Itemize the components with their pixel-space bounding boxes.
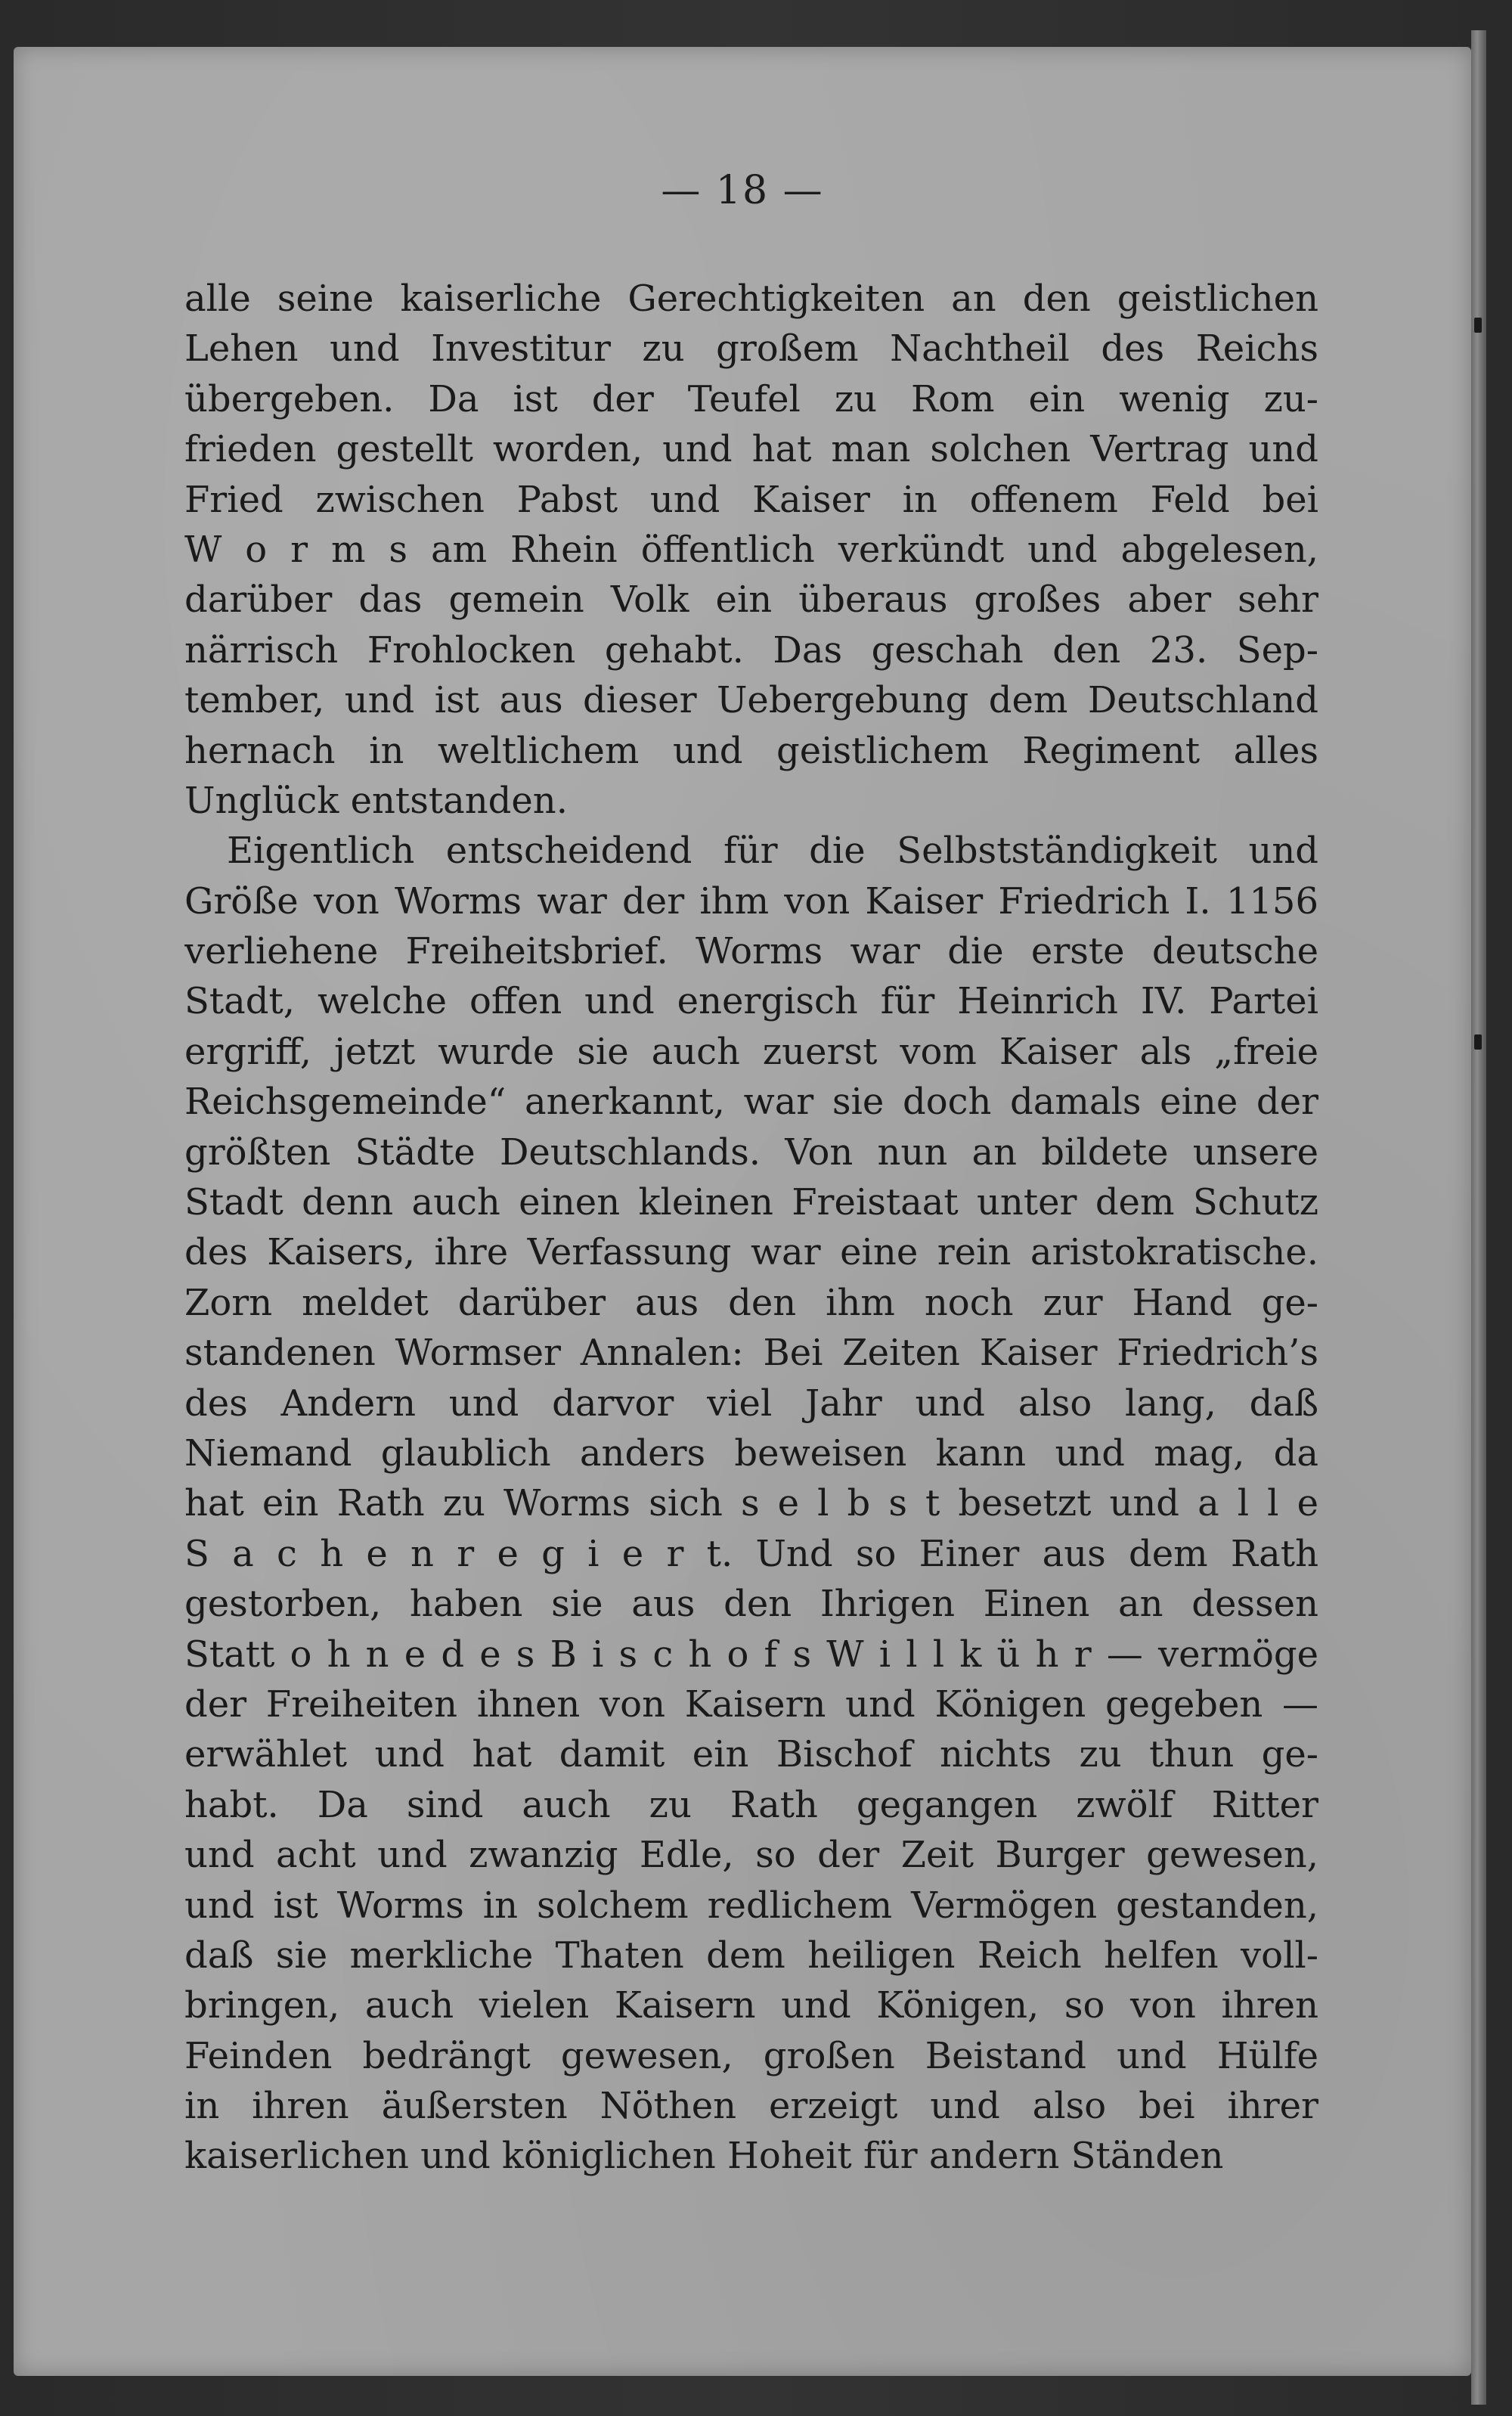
text-line: S a c h e n r e g i e r t. Und so Einer aus dem Rath <box>184 1532 1318 1575</box>
book-binding-edge <box>1471 30 1486 2405</box>
text-line: gestorben, haben sie aus den Ihrigen Einen an dessen <box>184 1583 1318 1626</box>
text-line: übergeben. Da ist der Teufel zu Rom ein wenig zu- <box>184 377 1318 420</box>
paragraph <box>184 826 1318 2182</box>
text-line: Eigentlich entscheidend für die Selbstständigkeit und <box>227 830 1318 873</box>
page-number: — 18 — <box>661 168 824 213</box>
text-line: Reichsgemeinde“ anerkannt, war sie doch damals eine der <box>184 1081 1318 1124</box>
binding-mark-lower <box>1474 1034 1482 1050</box>
text-line: Größe von Worms war der ihm von Kaiser Friedrich I. 1156 <box>184 879 1318 923</box>
text-line: des Kaisers, ihre Verfassung war eine rein aristokratische. <box>184 1231 1318 1274</box>
text-line: frieden gestellt worden, und hat man solchen Vertrag und <box>184 428 1318 471</box>
text-line: in ihren äußersten Nöthen erzeigt und also bei ihrer <box>184 2085 1318 2128</box>
text-line: standenen Wormser Annalen: Bei Zeiten Kaiser Friedrich’s <box>184 1332 1318 1375</box>
text-line: kaiserlichen und königlichen Hoheit für andern Ständen <box>184 2135 1224 2178</box>
text-line: und acht und zwanzig Edle, so der Zeit Burger gewesen, <box>184 1834 1318 1877</box>
text-line: hernach in weltlichem und geistlichem Regiment alles <box>184 729 1318 772</box>
text-line: hat ein Rath zu Worms sich s e l b s t besetzt und a l l e <box>184 1482 1318 1525</box>
text-line: darüber das gemein Volk ein überaus großes aber sehr <box>184 578 1318 622</box>
text-line: Statt o h n e d e s B i s c h o f s W i l l k ü h r — vermöge <box>184 1633 1318 1676</box>
text-line: Feinden bedrängt gewesen, großen Beistand und Hülfe <box>184 2034 1318 2077</box>
text-line: tember, und ist aus dieser Uebergebung dem Deutschland <box>184 679 1318 722</box>
body-text <box>184 274 1318 2182</box>
text-line: habt. Da sind auch zu Rath gegangen zwölf Ritter <box>184 1783 1318 1826</box>
text-line: des Andern und darvor viel Jahr und also lang, daß <box>184 1382 1318 1425</box>
text-line: Fried zwischen Pabst und Kaiser in offenem Feld bei <box>184 478 1318 521</box>
text-line: Unglück entstanden. <box>184 779 568 822</box>
text-line: Niemand glaublich anders beweisen kann und mag, da <box>184 1431 1318 1475</box>
text-line: erwählet und hat damit ein Bischof nichts zu thun ge- <box>184 1733 1318 1776</box>
text-line: närrisch Frohlocken gehabt. Das geschah den 23. Sep- <box>184 628 1318 671</box>
text-line: Stadt, welche offen und energisch für Heinrich IV. Partei <box>184 980 1318 1023</box>
text-line: Zorn meldet darüber aus den ihm noch zur Hand ge- <box>184 1281 1318 1324</box>
text-line: W o r m s am Rhein öffentlich verkündt und abgelesen, <box>184 528 1318 571</box>
binding-mark-upper <box>1474 318 1482 333</box>
text-line: Stadt denn auch einen kleinen Freistaat unter dem Schutz <box>184 1181 1318 1224</box>
text-line: ergriff, jetzt wurde sie auch zuerst vom Kaiser als „freie <box>184 1030 1318 1073</box>
text-line: daß sie merkliche Thaten dem heiligen Reich helfen voll- <box>184 1934 1318 1977</box>
text-line: Lehen und Investitur zu großem Nachtheil des Reichs <box>184 327 1318 371</box>
text-line: der Freiheiten ihnen von Kaisern und Königen gegeben — <box>184 1683 1318 1726</box>
text-line: bringen, auch vielen Kaisern und Königen, so von ihren <box>184 1984 1318 2027</box>
text-line: verliehene Freiheitsbrief. Worms war die erste deutsche <box>184 930 1318 973</box>
text-line: und ist Worms in solchem redlichem Vermögen gestanden, <box>184 1884 1318 1927</box>
text-line: alle seine kaiserliche Gerechtigkeiten an den geistlichen <box>184 278 1318 320</box>
paragraph <box>184 274 1318 826</box>
text-line: größten Städte Deutschlands. Von nun an bildete unsere <box>184 1130 1318 1174</box>
